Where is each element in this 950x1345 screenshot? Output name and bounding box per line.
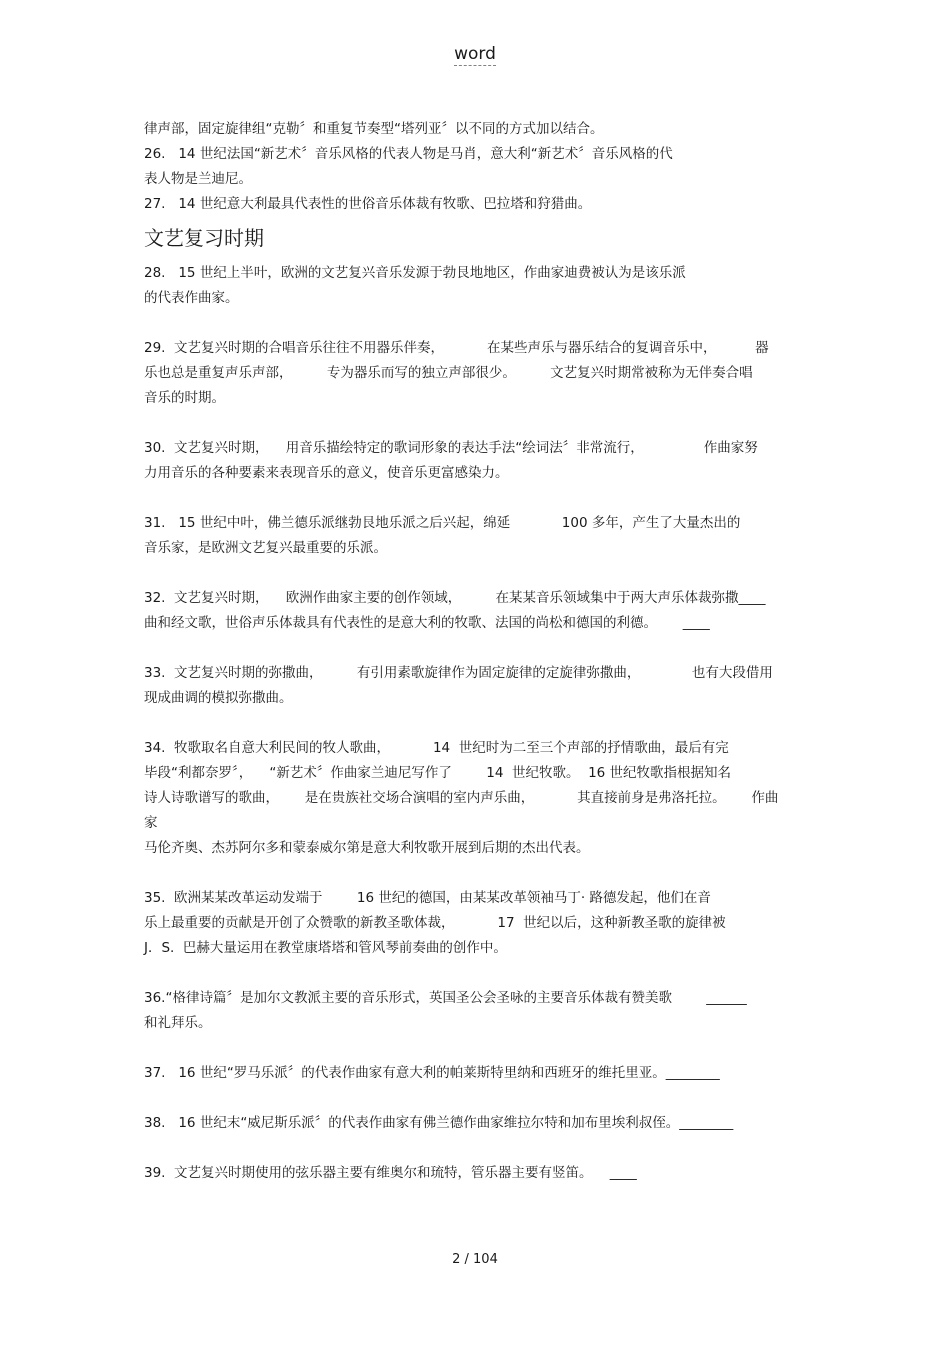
- text-line: J．S. 巴赫大量运用在教堂康塔塔和管风琴前奏曲的创作中。: [144, 940, 507, 956]
- text-line: 27. 14 世纪意大利最具代表性的世俗音乐体裁有牧歌、巴拉塔和狩猎曲。: [144, 196, 592, 212]
- document-body: [144, 117, 809, 1186]
- text-line: 36.“格律诗篇〞是加尔文教派主要的音乐形式，英国圣公会圣咏的主要音乐体裁有赞美歌 ______: [144, 990, 747, 1006]
- text-line: 33. 文艺复兴时期的弥撒曲， 有引用素歌旋律作为固定旋律的定旋律弥撒曲， 也有大段借用: [144, 665, 773, 681]
- text-line: 38. 16 世纪末“威尼斯乐派〞的代表作曲家有佛兰德作曲家维拉尔特和加布里埃利叔侄。________: [144, 1115, 734, 1131]
- text-line: 现成曲调的模拟弥撒曲。: [144, 690, 293, 706]
- text-line: 的代表作曲家。: [144, 290, 239, 306]
- text-line: 30. 文艺复兴时期， 用音乐描绘特定的歌词形象的表达手法“绘词法〞非常流行， 作曲家努: [144, 440, 758, 456]
- text-line: 26. 14 世纪法国“新艺术〞音乐风格的代表人物是马肖，意大利“新艺术〞音乐风格的代: [144, 146, 673, 162]
- text-line: 29. 文艺复兴时期的合唱音乐往往不用器乐伴奏， 在某些声乐与器乐结合的复调音乐中， 器: [144, 340, 769, 356]
- text-line: 乐上最重要的贡献是开创了众赞歌的新教圣歌体裁， 17 世纪以后，这种新教圣歌的旋律被: [144, 915, 726, 931]
- text-line: 音乐家，是欧洲文艺复兴最重要的乐派。: [144, 540, 387, 556]
- section-heading: 文艺复习时期: [144, 226, 264, 250]
- text-line: 31. 15 世纪中叶，佛兰德乐派继勃艮地乐派之后兴起，绵延 100 多年，产生了大量杰出的: [144, 515, 741, 531]
- text-line: 音乐的时期。: [144, 390, 225, 406]
- header-title: word: [454, 44, 496, 64]
- page-number: 2 / 104: [452, 1252, 498, 1267]
- text-line: 力用音乐的各种要素来表现音乐的意义，使音乐更富感染力。: [144, 465, 509, 481]
- text-line: 表人物是兰迪尼。: [144, 171, 252, 187]
- text-line: 马伦齐奥、杰苏阿尔多和蒙泰威尔第是意大利牧歌开展到后期的杰出代表。: [144, 840, 590, 856]
- text-line: 诗人诗歌谱写的歌曲， 是在贵族社交场合演唱的室内声乐曲， 其直接前身是弗洛托拉。 作曲: [144, 790, 779, 806]
- text-line: 律声部，固定旋律组“克勒〞和重复节奏型“塔列亚〞以不同的方式加以结合。: [144, 121, 604, 137]
- document-header: [0, 44, 950, 64]
- text-line: 乐也总是重复声乐声部， 专为器乐而写的独立声部很少。 文艺复兴时期常被称为无伴奏合唱: [144, 365, 753, 381]
- text-line: 和礼拜乐。: [144, 1015, 212, 1031]
- text-line: 35. 欧洲某某改革运动发端于 16 世纪的德国，由某某改革领袖马丁· 路德发起，他们在音: [144, 890, 711, 906]
- text-line: 34. 牧歌取名自意大利民间的牧人歌曲， 14 世纪时为二至三个声部的抒情歌曲，最后有完: [144, 740, 729, 756]
- text-line: 32. 文艺复兴时期， 欧洲作曲家主要的创作领域， 在某某音乐领域集中于两大声乐体裁弥撒____: [144, 590, 766, 606]
- text-line: 毕段“利都奈罗〞， “新艺术〞作曲家兰迪尼写作了 14 世纪牧歌。 16 世纪牧歌指根据知名: [144, 765, 732, 781]
- text-line: 39. 文艺复兴时期使用的弦乐器主要有维奥尔和琉特，管乐器主要有竖笛。 ____: [144, 1165, 637, 1181]
- text-line: 28. 15 世纪上半叶，欧洲的文艺复兴音乐发源于勃艮地地区，作曲家迪费被认为是该乐派: [144, 265, 686, 281]
- text-line: 37. 16 世纪“罗马乐派〞的代表作曲家有意大利的帕莱斯特里纳和西班牙的维托里亚。________: [144, 1065, 720, 1081]
- text-line: 曲和经文歌，世俗声乐体裁具有代表性的是意大利的牧歌、法国的尚松和德国的利德。 ____: [144, 615, 710, 631]
- text-line: 家: [144, 815, 158, 831]
